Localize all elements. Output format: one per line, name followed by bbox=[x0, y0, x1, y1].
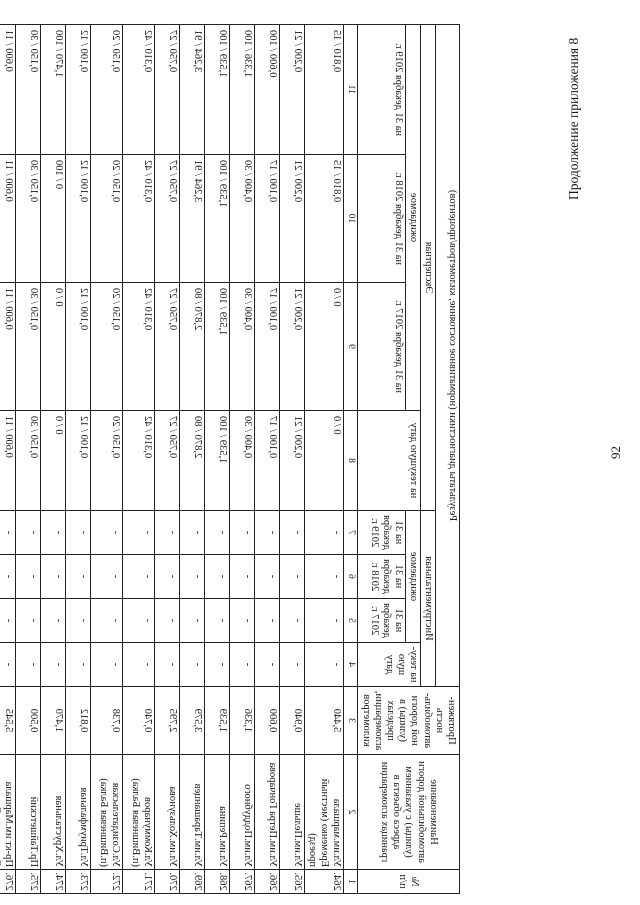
expert-2018: 0,200 / 21 bbox=[279, 155, 304, 283]
instr-current: - bbox=[179, 643, 204, 687]
expert-2018: 0,100 / 12 bbox=[65, 155, 90, 283]
expert-current: 0,750 / 27 bbox=[154, 411, 179, 511]
instr-2017: - bbox=[279, 599, 304, 643]
expert-2017: 0,200 / 21 bbox=[279, 283, 304, 411]
expert-2019: 0,750 / 27 bbox=[154, 25, 179, 155]
expert-2017: 2,870 / 80 bbox=[179, 283, 204, 411]
header-expert: Экспертная bbox=[420, 25, 435, 511]
expert-current: 0,400 / 30 bbox=[229, 411, 254, 511]
road-name: Ул.Хрустальная bbox=[40, 755, 65, 870]
instr-2017: - bbox=[15, 599, 40, 643]
instr-2018: - bbox=[304, 555, 343, 599]
road-name: Ул.им.Пельше bbox=[279, 755, 304, 870]
instr-2018: - bbox=[254, 555, 279, 599]
instr-2018: - bbox=[179, 555, 204, 599]
expert-2019: 1,539 / 100 bbox=[204, 25, 229, 155]
colnum-8: 8 bbox=[343, 411, 357, 511]
length: 0,812 bbox=[65, 687, 90, 755]
row-num: 275. bbox=[15, 870, 40, 894]
row-num: 266. bbox=[254, 870, 279, 894]
expert-2019: 0,600 / 100 bbox=[254, 25, 279, 155]
road-name: Ул.Коммунаров (п.Вишневая Балка) bbox=[122, 755, 154, 870]
colnum-6: 6 bbox=[343, 555, 357, 599]
instr-2019: - bbox=[65, 511, 90, 555]
colnum-7: 7 bbox=[343, 511, 357, 555]
expert-current: 0,200 / 21 bbox=[279, 411, 304, 511]
header-results: Результаты диагностики (нормативное состояние, километров/процентов) bbox=[436, 25, 460, 687]
instr-current: - bbox=[154, 643, 179, 687]
road-name: Пр.Тайшетский bbox=[15, 755, 40, 870]
expert-current: 0,150 / 30 bbox=[15, 411, 40, 511]
expert-current: 2,870 / 80 bbox=[179, 411, 204, 511]
instr-2019: - bbox=[90, 511, 122, 555]
expert-2018: 0,150 / 30 bbox=[15, 155, 40, 283]
expert-current: 0,100 / 17 bbox=[254, 411, 279, 511]
expert-2017: 0,750 / 27 bbox=[154, 283, 179, 411]
header-instrumental: Инструментальная bbox=[420, 511, 435, 687]
table-row bbox=[0, 25, 15, 894]
colnum-9: 9 bbox=[343, 283, 357, 411]
table-row bbox=[65, 25, 90, 894]
instr-2019: - bbox=[40, 511, 65, 555]
expert-2017: 0 / 0 bbox=[304, 283, 343, 411]
expert-2019: 3,264 / 91 bbox=[179, 25, 204, 155]
instr-2018: - bbox=[15, 555, 40, 599]
expert-2018: 0,310 / 42 bbox=[122, 155, 154, 283]
instr-2018: - bbox=[229, 555, 254, 599]
instr-2017: - bbox=[40, 599, 65, 643]
table-row bbox=[154, 25, 179, 894]
expert-2018: 1,539 / 100 bbox=[204, 155, 229, 283]
length: 5,440 bbox=[304, 687, 343, 755]
road-name: Ул.им.маршала Еременко (местный проезд) bbox=[304, 755, 343, 870]
table-row bbox=[90, 25, 122, 894]
instr-2018: - bbox=[40, 555, 65, 599]
instr-2018: - bbox=[279, 555, 304, 599]
row-num: 270. bbox=[154, 870, 179, 894]
instr-2018: - bbox=[154, 555, 179, 599]
table-row bbox=[15, 25, 40, 894]
header-road-name: Наименование автомобильной дороги (улицы) с указанием адреса объекта в границах агломерации bbox=[357, 755, 459, 870]
colnum-2: 2 bbox=[343, 755, 357, 870]
header-expert-expected: ожидаемое bbox=[405, 25, 420, 411]
instr-current: - bbox=[15, 643, 40, 687]
row-num: 267. bbox=[229, 870, 254, 894]
instr-2017: - bbox=[65, 599, 90, 643]
instr-2019: - bbox=[0, 511, 15, 555]
road-name: Ул.им.Петра Гончарова bbox=[254, 755, 279, 870]
road-name: Ул.Триумфальная bbox=[65, 755, 90, 870]
table-row bbox=[179, 25, 204, 894]
expert-2019: 0,310 / 42 bbox=[122, 25, 154, 155]
instr-current: - bbox=[40, 643, 65, 687]
instr-2017: - bbox=[154, 599, 179, 643]
length: 3,579 bbox=[179, 687, 204, 755]
instr-current: - bbox=[204, 643, 229, 687]
expert-2019: 0,810 / 15 bbox=[304, 25, 343, 155]
table-row bbox=[40, 25, 65, 894]
expert-2019: 0,150 / 30 bbox=[15, 25, 40, 155]
instr-current: - bbox=[0, 643, 15, 687]
expert-2018: 0,150 / 20 bbox=[90, 155, 122, 283]
road-name: Ул.им.Хользунова bbox=[154, 755, 179, 870]
expert-2017: 0,600 / 11 bbox=[0, 283, 15, 411]
instr-current: - bbox=[279, 643, 304, 687]
length: 0,600 bbox=[254, 687, 279, 755]
expert-2019: 0,600 / 11 bbox=[0, 25, 15, 155]
expert-2018: 0,400 / 30 bbox=[229, 155, 254, 283]
expert-current: 1,539 / 100 bbox=[204, 411, 229, 511]
header-expert-2018: на 31 декабря 2018 г. bbox=[357, 155, 405, 283]
length: 1,539 bbox=[204, 687, 229, 755]
instr-current: - bbox=[65, 643, 90, 687]
road-name: Ул.им.Репина bbox=[204, 755, 229, 870]
instr-2018: - bbox=[65, 555, 90, 599]
expert-2018: 0,750 / 27 bbox=[154, 155, 179, 283]
expert-current: 0,600 / 11 bbox=[0, 411, 15, 511]
expert-2019: 0,200 / 21 bbox=[279, 25, 304, 155]
instr-2019: - bbox=[279, 511, 304, 555]
row-num: 273. bbox=[65, 870, 90, 894]
instr-2019: - bbox=[204, 511, 229, 555]
colnum-1: 1 bbox=[343, 870, 357, 894]
length: 0,500 bbox=[15, 687, 40, 755]
length: 0,740 bbox=[122, 687, 154, 755]
expert-2018: 3,264 / 91 bbox=[179, 155, 204, 283]
expert-current: 0 / 0 bbox=[304, 411, 343, 511]
instr-2017: - bbox=[254, 599, 279, 643]
length: 0,738 bbox=[90, 687, 122, 755]
header-expert-2019: на 31 декабря 2019 г. bbox=[357, 25, 405, 155]
instr-2017: - bbox=[179, 599, 204, 643]
instr-2019: - bbox=[154, 511, 179, 555]
instr-2017: - bbox=[0, 599, 15, 643]
colnum-10: 10 bbox=[343, 155, 357, 283]
instr-2017: - bbox=[90, 599, 122, 643]
instr-2019: - bbox=[179, 511, 204, 555]
diagnostics-table bbox=[0, 24, 460, 894]
header-num: № п/п bbox=[357, 870, 459, 894]
expert-2017: 0,100 / 12 bbox=[65, 283, 90, 411]
header-instr-expected: ожидаемое bbox=[405, 511, 420, 643]
road-name: Ул.им.Поддубного bbox=[229, 755, 254, 870]
colnum-5: 5 bbox=[343, 599, 357, 643]
row-num: 271. bbox=[122, 870, 154, 894]
expert-2018: 0 / 100 bbox=[40, 155, 65, 283]
header-instr-2017: на 31 декабря 2017 г. bbox=[357, 599, 405, 643]
colnum-3: 3 bbox=[343, 687, 357, 755]
row-num: 269. bbox=[179, 870, 204, 894]
instr-current: - bbox=[90, 643, 122, 687]
expert-2018: 0,600 / 11 bbox=[0, 155, 15, 283]
instr-2018: - bbox=[0, 555, 15, 599]
road-name: Пр-кт им.Маршала bbox=[0, 755, 15, 870]
expert-2018: 0,810 / 15 bbox=[304, 155, 343, 283]
expert-current: 0,310 / 42 bbox=[122, 411, 154, 511]
instr-2019: - bbox=[254, 511, 279, 555]
row-num: 268. bbox=[204, 870, 229, 894]
instr-2017: - bbox=[204, 599, 229, 643]
header-instr-2019: на 31 декабря 2019 г. bbox=[357, 511, 405, 555]
colnum-11: 11 bbox=[343, 25, 357, 155]
road-name: Ул.им.Тарашанцев bbox=[179, 755, 204, 870]
instr-2017: - bbox=[304, 599, 343, 643]
expert-2017: 0,150 / 20 bbox=[90, 283, 122, 411]
colnum-4: 4 bbox=[343, 643, 357, 687]
expert-2019: 0,150 / 20 bbox=[90, 25, 122, 155]
header-length: Протяжен-ность автомобиль-ной дороги (улицы) в пределах агломерации, километров bbox=[357, 687, 459, 755]
instr-2019: - bbox=[304, 511, 343, 555]
length: 1,336 bbox=[229, 687, 254, 755]
row-num: 276. bbox=[0, 870, 15, 894]
page-number: 92 bbox=[608, 446, 623, 459]
table-row bbox=[229, 25, 254, 894]
instr-2018: - bbox=[122, 555, 154, 599]
expert-2019: 0,100 / 12 bbox=[65, 25, 90, 155]
instr-current: - bbox=[304, 643, 343, 687]
expert-current: 0,100 / 12 bbox=[65, 411, 90, 511]
table-row bbox=[122, 25, 154, 894]
instr-2017: - bbox=[122, 599, 154, 643]
expert-2017: 0,150 / 30 bbox=[15, 283, 40, 411]
instr-current: - bbox=[254, 643, 279, 687]
expert-2018: 0,100 / 17 bbox=[254, 155, 279, 283]
expert-2017: 0,100 / 17 bbox=[254, 283, 279, 411]
expert-2017: 1,539 / 100 bbox=[204, 283, 229, 411]
header-expert-2017: на 31 декабря 2017 г. bbox=[357, 283, 405, 411]
instr-2019: - bbox=[122, 511, 154, 555]
table-row bbox=[279, 25, 304, 894]
expert-current: 0,150 / 20 bbox=[90, 411, 122, 511]
instr-2018: - bbox=[90, 555, 122, 599]
instr-2019: - bbox=[229, 511, 254, 555]
row-num: 264. bbox=[304, 870, 343, 894]
instr-2017: - bbox=[229, 599, 254, 643]
table-body bbox=[0, 25, 343, 894]
row-num: 272. bbox=[90, 870, 122, 894]
length: 2,795 bbox=[154, 687, 179, 755]
instr-current: - bbox=[122, 643, 154, 687]
continuation-label: Продолжение приложения 8 bbox=[566, 37, 581, 200]
expert-2017: 0 / 0 bbox=[40, 283, 65, 411]
table-row bbox=[204, 25, 229, 894]
expert-current: 0 / 0 bbox=[40, 411, 65, 511]
instr-current: - bbox=[229, 643, 254, 687]
road-name: Ул.Созидательская (п.Вишневая Балка) bbox=[90, 755, 122, 870]
instr-2019: - bbox=[15, 511, 40, 555]
row-num: 274. bbox=[40, 870, 65, 894]
header-expert-current: на текущую дату bbox=[357, 411, 420, 511]
length: 1,470 bbox=[40, 687, 65, 755]
expert-2019: 1,336 / 100 bbox=[229, 25, 254, 155]
length: 5,545 bbox=[0, 687, 15, 755]
length: 0,940 bbox=[279, 687, 304, 755]
expert-2019: 1,470 / 100 bbox=[40, 25, 65, 155]
table-row bbox=[254, 25, 279, 894]
expert-2017: 0,310 / 42 bbox=[122, 283, 154, 411]
table-row bbox=[304, 25, 343, 894]
instr-2018: - bbox=[204, 555, 229, 599]
header-instr-current: на теку-щую дату bbox=[357, 643, 420, 687]
header-instr-2018: на 31 декабря 2018 г. bbox=[357, 555, 405, 599]
row-num: 265. bbox=[279, 870, 304, 894]
expert-2017: 0,400 / 30 bbox=[229, 283, 254, 411]
